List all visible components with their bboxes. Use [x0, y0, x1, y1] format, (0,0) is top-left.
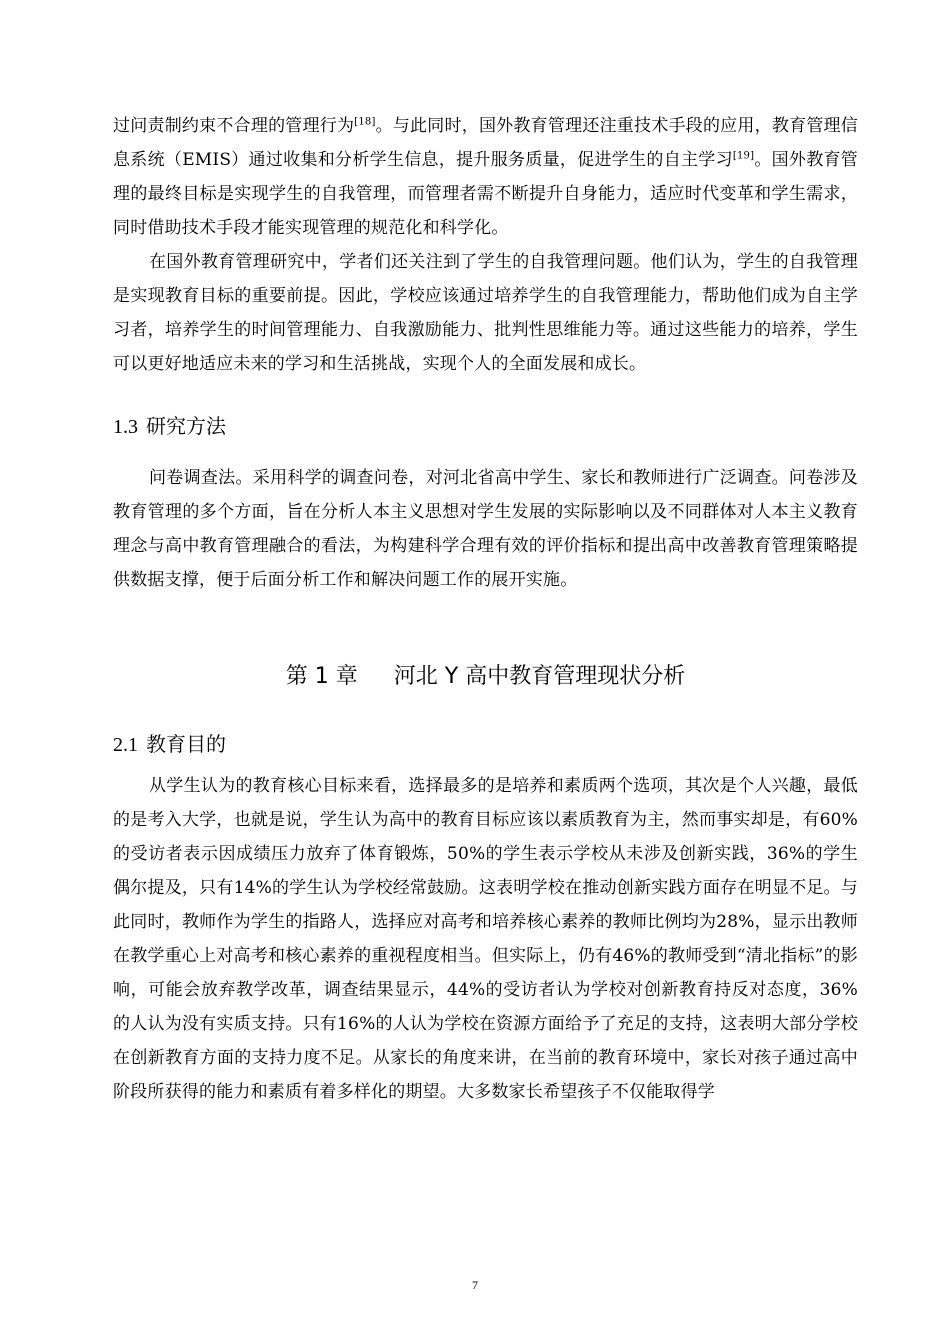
citation-ref: [18]	[354, 116, 376, 128]
section-title: 研究方法	[146, 414, 226, 438]
paragraph-education-goals: 从学生认为的教育核心目标来看，选择最多的是培养和素质两个选项，其次是个人兴趣，最低的是考入大学，也就是说，学生认为高中的教育目标应该以素质教育为主，然而事实却是，有60%的受访者表示因成绩压力放弃了体育锻炼，50%的学生表示学校从未涉及创新实践，36%的学生偶尔提及，只有14%的学生认为学校经常鼓励。这表明学校在推动创新实践方面存在明显不足。与此同时，教师作为学生的指路人，选择应对高考和培养核心素养的教师比例均为28%，显示出教师在教学重心上对高考和核心素养的重视程度相当。但实际上，仍有46%的教师受到“清北指标”的影响，可能会放弃教学改革，调查结果显示，44%的受访者认为学校对创新教育持反对态度，36%的人认为没有实质支持。只有16%的人认为学校在资源方面给予了充足的支持，这表明大部分学校在创新教育方面的支持力度不足。从家长的角度来讲，在当前的教育环境中，家长对孩子通过高中阶段所获得的能力和素质有着多样化的期望。大多数家长希望孩子不仅能取得学	[113, 776, 858, 1102]
chapter-heading	[113, 657, 858, 697]
paragraph-text: 。国外教育管理的最终目标是实现学生的自我管理，而管理者需不断提升自身能力，适应时代变革和学生需求，同时借助技术手段才能实现管理的规范化和科学化。	[113, 150, 859, 238]
chapter-title: 河北 Y 高中教育管理现状分析	[393, 664, 686, 689]
section-title: 教育目的	[146, 732, 226, 756]
paragraph-text: 过问责制约束不合理的管理行为	[113, 116, 355, 136]
paragraph-text: 。与此同时，国外教育管理还注重技术手段的应用，教育管理信息系统（EMIS）通过收集和分析学生信息，提升服务质量，促进学生的自主学习	[113, 116, 858, 170]
page-number: 7	[472, 1278, 478, 1292]
citation-ref: [19]	[732, 150, 755, 162]
section-number: 2.1	[113, 734, 138, 756]
section-heading-2-1	[113, 727, 858, 762]
paragraph-research-method: 问卷调查法。采用科学的调查问卷，对河北省高中学生、家长和教师进行广泛调查。问卷涉及教育管理的多个方面，旨在分析人本主义思想对学生发展的实际影响以及不同群体对人本主义教育理念与高中教育管理融合的看法，为构建科学合理有效的评价指标和提出高中改善教育管理策略提供数据支撑，便于后面分析工作和解决问题工作的展开实施。	[113, 468, 858, 590]
chapter-label: 第 1 章	[285, 664, 358, 689]
paragraph-foreign-management-summary	[113, 109, 858, 245]
paragraph-self-management: 在国外教育管理研究中，学者们还关注到了学生的自我管理问题。他们认为，学生的自我管理是实现教育目标的重要前提。因此，学校应该通过培养学生的自我管理能力，帮助他们成为自主学习者，培养学生的时间管理能力、自我激励能力、批判性思维能力等。通过这些能力的培养，学生可以更好地适应未来的学习和生活挑战，实现个人的全面发展和成长。	[113, 252, 858, 374]
section-heading-1-3	[113, 409, 858, 444]
section-number: 1.3	[113, 416, 138, 438]
page-body	[113, 109, 858, 1109]
